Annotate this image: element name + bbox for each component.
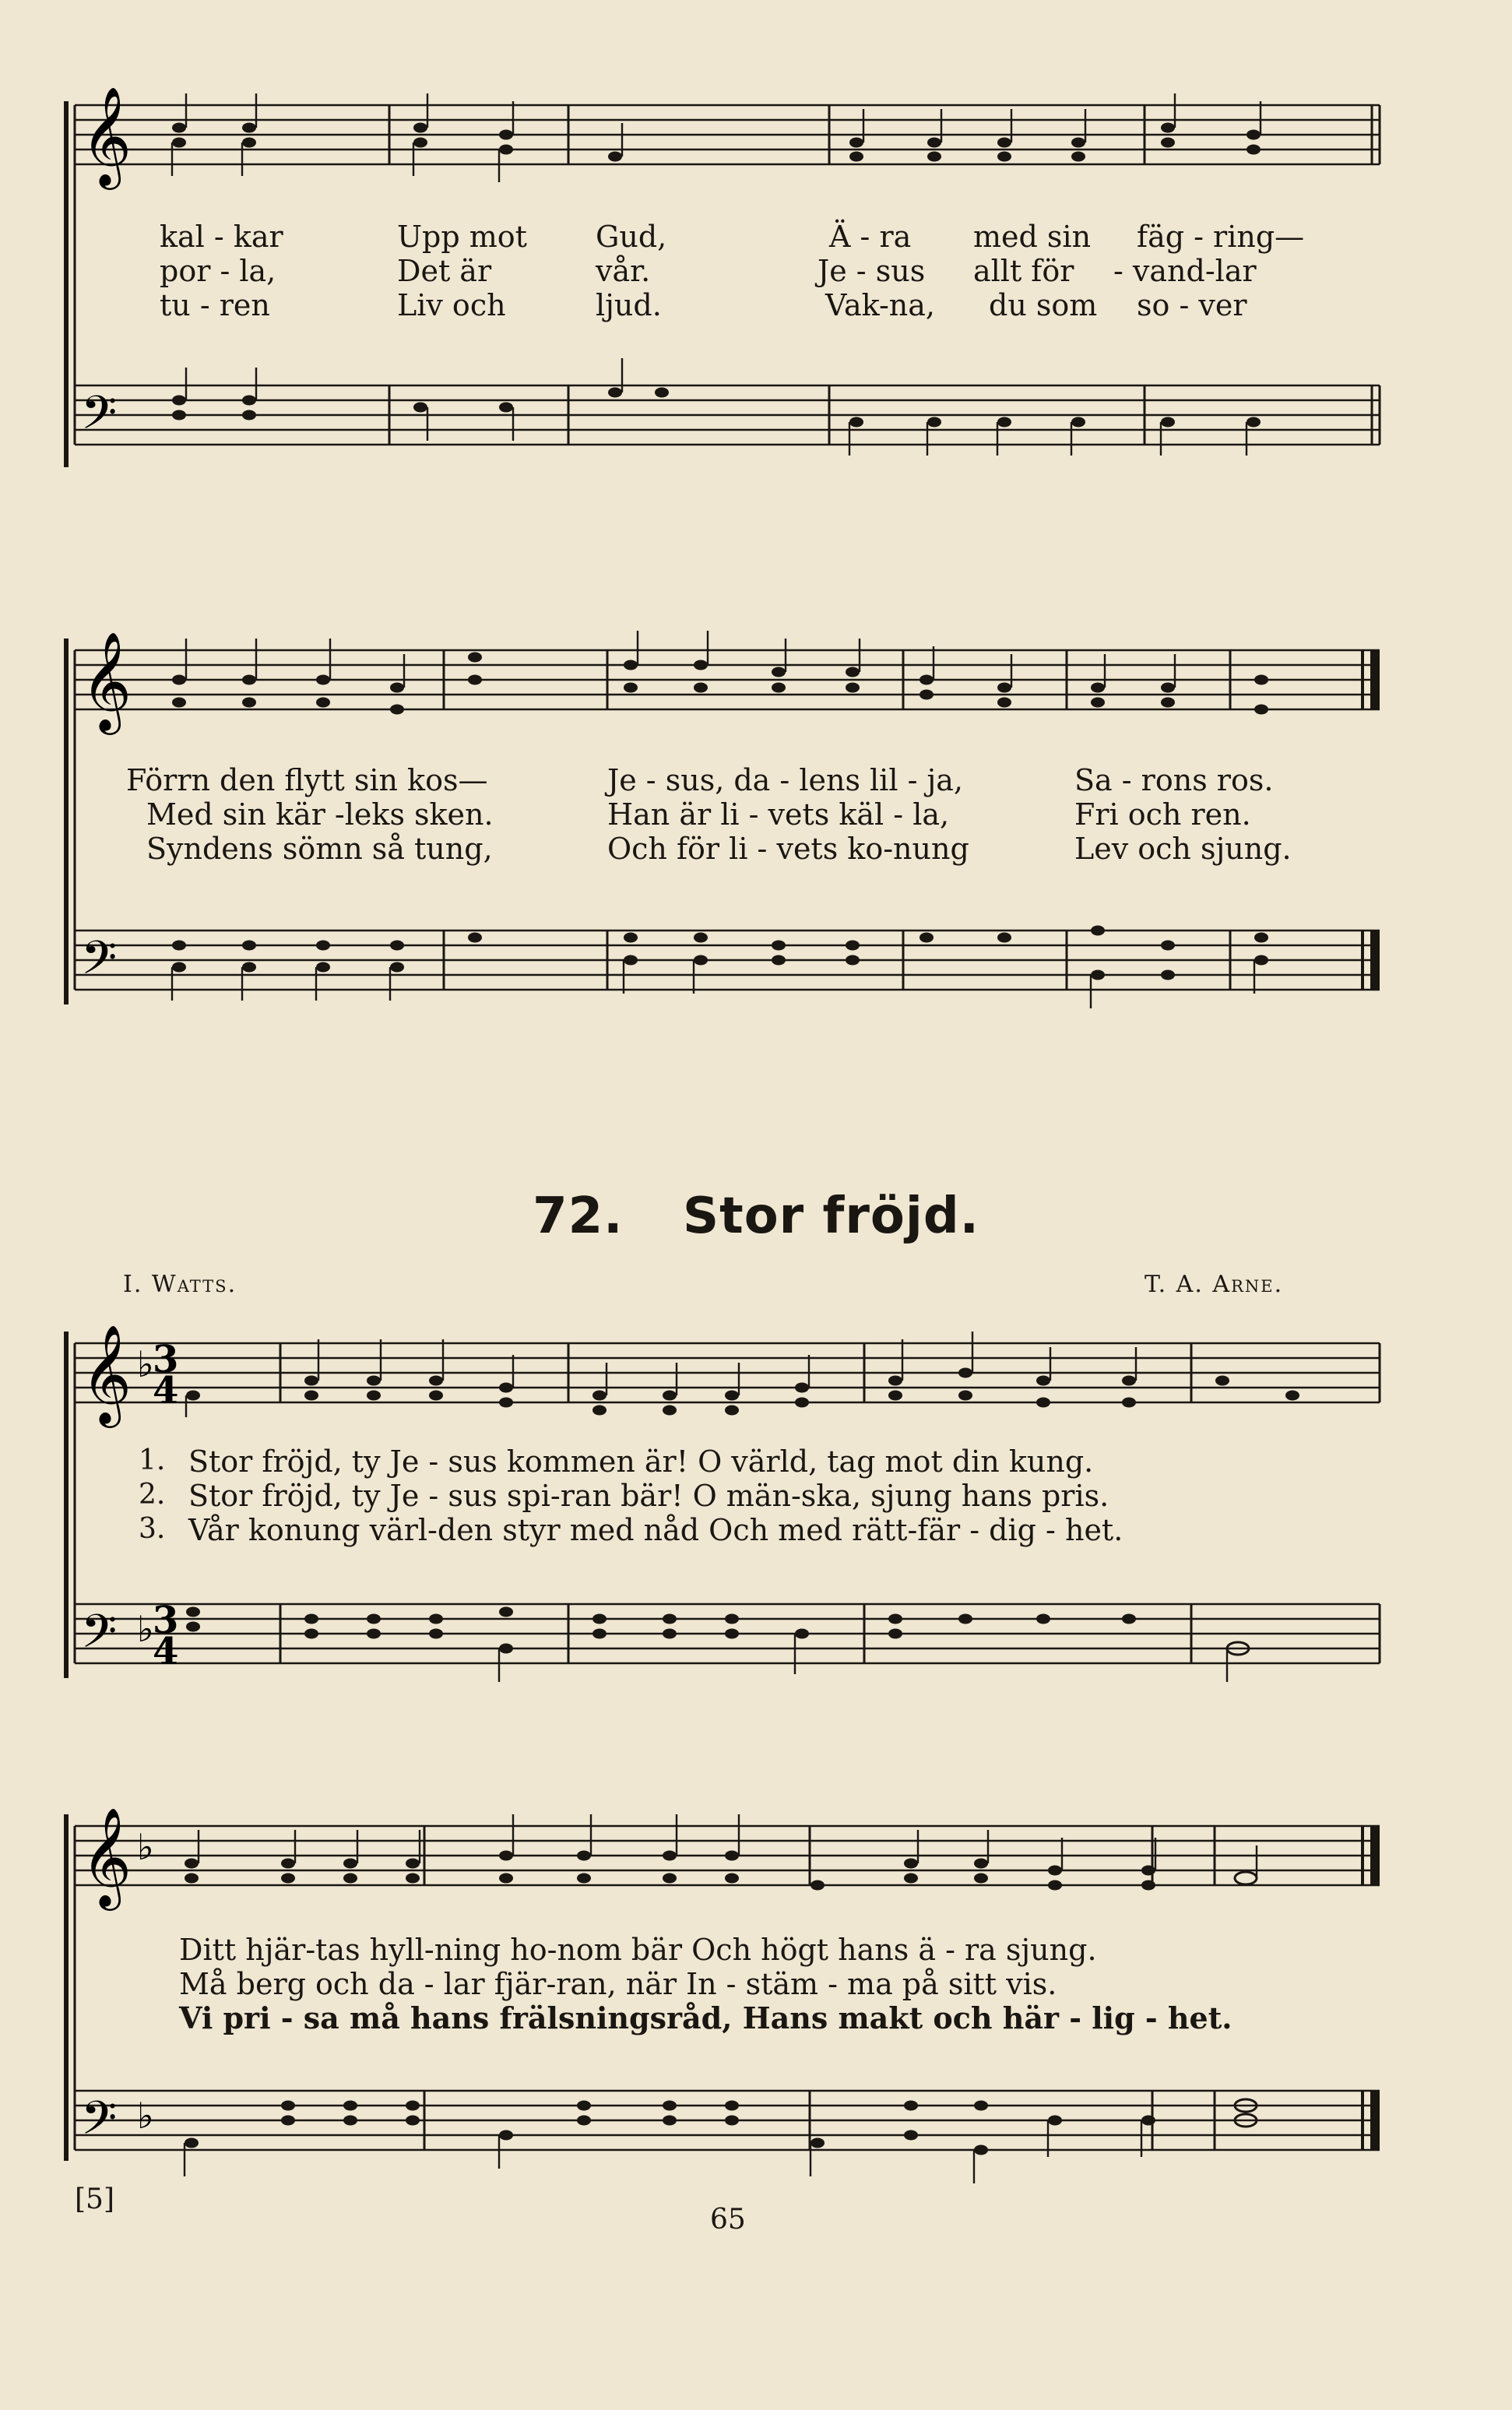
composer-credit: T. A. Arne. (1145, 1271, 1284, 1298)
lyric-v2-s1: por - la, (160, 254, 276, 288)
svg-text:𝄢: 𝄢 (81, 2091, 118, 2156)
svg-text:♭: ♭ (137, 2095, 154, 2137)
lyric-v1-p2: Je - sus, da - lens lil - ja, (607, 763, 964, 797)
lyric-v2-s6: - vand-lar (1113, 254, 1257, 288)
lyric-v3-s4: Vak-na, (825, 288, 936, 322)
svg-text:𝄢: 𝄢 (81, 931, 118, 996)
lyric-v2-p2: Han är li - vets käl - la, (607, 797, 950, 832)
lyric-v3-p3: Lev och sjung. (1074, 832, 1292, 866)
svg-text:𝄞: 𝄞 (81, 1807, 132, 1906)
lyric-v3-s5: du som (989, 288, 1098, 322)
lyricist-credit: I. Watts. (123, 1271, 237, 1298)
lyric-v1-s4: Ä - ra (829, 220, 912, 254)
lyric-v3-s2: Liv och (397, 288, 506, 322)
svg-text:♭: ♭ (137, 1343, 154, 1385)
lyric-v1-s6: fäg - ring— (1137, 220, 1305, 254)
lyric-v1-p1: Förrn den flytt sin kos— (126, 763, 488, 797)
lyric-v3-s3: ljud. (596, 288, 662, 322)
verse-number-2: 2. (139, 1479, 166, 1511)
svg-text:♭: ♭ (137, 1826, 154, 1868)
lyric-v2-s5: allt för (973, 254, 1074, 288)
lyric-v1-s5: med sin (973, 220, 1092, 254)
page-number: 65 (710, 2204, 746, 2236)
lyric-v1-p3: Sa - rons ros. (1074, 763, 1274, 797)
lyric-v3-p2: Och för li - vets ko-nung (607, 832, 969, 866)
svg-text:𝄞: 𝄞 (81, 1324, 132, 1423)
signature-mark: [5] (75, 2183, 114, 2215)
lyric-v2-p3: Fri och ren. (1074, 797, 1251, 832)
hymn-title: Stor fröjd. (683, 1187, 979, 1245)
verse-number-1: 1. (139, 1444, 166, 1476)
hymn72-lyric-v1-l2: Ditt hjär-tas hyll-ning ho-nom bär Och högt hans ä - ra sjung. (179, 1933, 1097, 1967)
time-sig-bottom-bass: 4 (153, 1630, 179, 1673)
time-sig-top-treble: 3 (153, 1338, 179, 1381)
lyric-v2-s4: Je - sus (818, 254, 926, 288)
hymn72-lyric-v3-l1: Vår konung värl-den styr med nåd Och med rätt-fär - dig - het. (188, 1513, 1123, 1547)
svg-text:𝄞: 𝄞 (81, 631, 132, 730)
svg-text:𝄢: 𝄢 (81, 1604, 118, 1669)
svg-text:𝄢: 𝄢 (81, 385, 118, 451)
lyric-v2-p1: Med sin kär -leks sken. (146, 797, 494, 832)
lyric-v3-s6: so - ver (1137, 288, 1247, 322)
hymn72-lyric-v2-l1: Stor fröjd, ty Je - sus spi-ran bär! O män-ska, sjung hans pris. (188, 1479, 1109, 1513)
lyric-v1-s1: kal - kar (160, 220, 283, 254)
hymn72-lyric-v1-l1: Stor fröjd, ty Je - sus kommen är! O värld, tag mot din kung. (188, 1444, 1094, 1479)
lyric-v3-p1: Syndens sömn så tung, (146, 832, 493, 866)
hymn-number: 72. (533, 1187, 624, 1245)
svg-text:𝄞: 𝄞 (81, 86, 132, 185)
svg-text:♭: ♭ (137, 1608, 154, 1650)
time-sig-bottom-treble: 4 (153, 1369, 179, 1413)
hymn72-lyric-v2-l2: Må berg och da - lar fjär-ran, när In - stäm - ma på sitt vis. (179, 1967, 1057, 2001)
lyric-v2-s3: vår. (596, 254, 651, 288)
lyric-v1-s2: Upp mot (397, 220, 527, 254)
verse-number-3: 3. (139, 1513, 166, 1545)
hymn-heading (0, 1187, 1512, 1245)
hymn72-lyric-v3-l2: Vi pri - sa må hans frälsningsråd, Hans makt och här - lig - het. (179, 2000, 1232, 2035)
lyric-v1-s3: Gud, (596, 220, 667, 254)
lyric-v3-s1: tu - ren (160, 288, 270, 322)
lyric-v2-s2: Det är (397, 254, 492, 288)
time-sig-top-bass: 3 (153, 1599, 179, 1642)
